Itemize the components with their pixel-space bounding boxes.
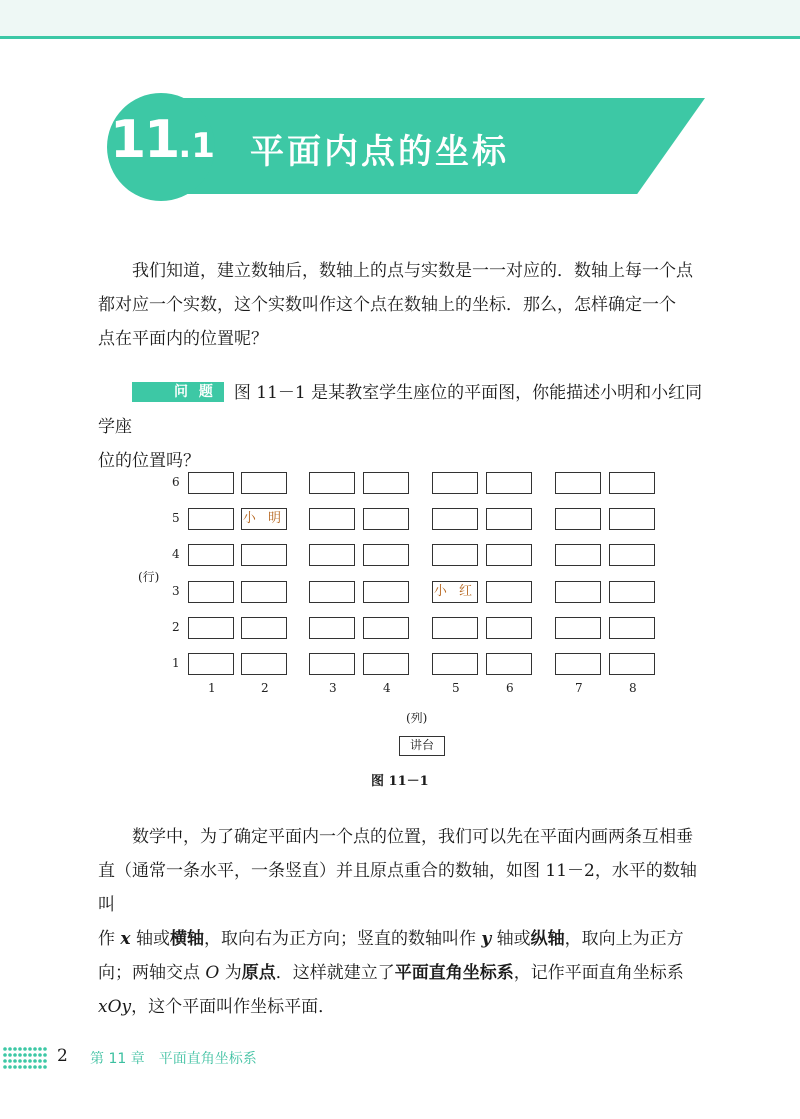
column-label: 8	[629, 681, 637, 695]
body-line: 作 x 轴或横轴，取向右为正方向；竖直的数轴叫作 y 轴或纵轴，取向上为正方	[98, 929, 684, 949]
seat	[309, 472, 355, 494]
row-label: 3	[172, 584, 180, 598]
column-label: 6	[506, 681, 514, 695]
seat-xiaoming: 小 明	[241, 508, 287, 530]
seat	[363, 617, 409, 639]
column-label: 3	[329, 681, 337, 695]
seat	[432, 617, 478, 639]
seat	[555, 653, 601, 675]
seat	[432, 653, 478, 675]
figure-caption: 图 11－1	[371, 774, 429, 789]
intro-line: 我们知道，建立数轴后，数轴上的点与实数是一一对应的．数轴上每一个点	[132, 261, 693, 281]
row-label: 6	[172, 475, 180, 489]
body-paragraph	[98, 820, 708, 1024]
seat	[309, 617, 355, 639]
column-label: 1	[208, 681, 216, 695]
seat	[188, 617, 234, 639]
seat	[609, 544, 655, 566]
coordinate-system-term: 平面直角坐标系	[394, 963, 514, 983]
column-label: 5	[452, 681, 460, 695]
seat	[555, 472, 601, 494]
xoy-var: xOy	[98, 997, 132, 1017]
seat	[309, 581, 355, 603]
intro-paragraph	[98, 254, 708, 356]
seat	[241, 581, 287, 603]
seat	[432, 544, 478, 566]
section-number: 11.1	[110, 110, 215, 170]
intro-line: 点在平面内的位置呢？	[98, 329, 268, 349]
question-paragraph	[98, 376, 708, 478]
page-number: 2	[57, 1046, 68, 1066]
body-line: 向；两轴交点 O 为原点．这样就建立了平面直角坐标系，记作平面直角坐标系	[98, 963, 684, 983]
seat	[241, 653, 287, 675]
row-label: 5	[172, 511, 180, 525]
seat	[309, 508, 355, 530]
seat	[486, 508, 532, 530]
seat	[486, 653, 532, 675]
page-footer	[0, 1043, 800, 1073]
body-line: 数学中，为了确定平面内一个点的位置，我们可以先在平面内画两条互相垂	[132, 827, 693, 847]
seat	[555, 581, 601, 603]
seat	[555, 508, 601, 530]
row-label: 2	[172, 620, 180, 634]
seat	[363, 472, 409, 494]
seat	[363, 653, 409, 675]
body-line: xOy，这个平面叫作坐标平面．	[98, 997, 336, 1017]
seat	[609, 581, 655, 603]
row-label: 4	[172, 547, 180, 561]
column-label: 7	[575, 681, 583, 695]
seat	[486, 617, 532, 639]
body-line: 直（通常一条水平，一条竖直）并且原点重合的数轴，如图 11－2，水平的数轴叫	[98, 861, 697, 915]
seat	[363, 581, 409, 603]
seating-figure	[130, 465, 690, 795]
x-axis-term: 横轴	[169, 929, 204, 949]
seat	[188, 508, 234, 530]
seat	[188, 472, 234, 494]
origin-var: O	[205, 963, 220, 983]
seat	[241, 544, 287, 566]
seat	[363, 508, 409, 530]
seat	[188, 581, 234, 603]
seat	[309, 544, 355, 566]
question-text: 图 11－1 是某教室学生座位的平面图，你能描述小明和小红同学座	[98, 383, 703, 437]
row-label: 1	[172, 656, 180, 670]
seat	[241, 617, 287, 639]
column-label: 4	[383, 681, 391, 695]
seat	[363, 544, 409, 566]
top-bar	[0, 0, 800, 38]
y-var: y	[481, 929, 492, 949]
chapter-label: 第 11 章 平面直角坐标系	[90, 1051, 257, 1067]
seat	[486, 544, 532, 566]
seat	[486, 581, 532, 603]
top-divider	[0, 36, 800, 39]
podium: 讲台	[399, 736, 445, 756]
origin-term: 原点	[241, 963, 276, 983]
seat	[609, 508, 655, 530]
seat	[555, 544, 601, 566]
seat-xiaohong: 小 红	[432, 581, 478, 603]
seat	[609, 472, 655, 494]
question-tag: 问 题	[132, 382, 224, 402]
dots-decoration-icon	[2, 1046, 50, 1070]
seat	[609, 653, 655, 675]
seat	[432, 472, 478, 494]
seat	[555, 617, 601, 639]
intro-line: 都对应一个实数，这个实数叫作这个点在数轴上的坐标．那么，怎样确定一个	[98, 295, 676, 315]
column-axis-label: (列)	[406, 711, 428, 725]
x-var: x	[120, 929, 131, 949]
seat	[188, 653, 234, 675]
section-title: 平面内点的坐标	[250, 132, 509, 172]
seat	[432, 508, 478, 530]
seat	[609, 617, 655, 639]
row-axis-label: (行)	[138, 570, 160, 584]
y-axis-term: 纵轴	[530, 929, 565, 949]
column-label: 2	[261, 681, 269, 695]
seat	[486, 472, 532, 494]
seat	[241, 472, 287, 494]
question-text: 位的位置吗？	[98, 451, 200, 471]
seat	[188, 544, 234, 566]
seat	[309, 653, 355, 675]
